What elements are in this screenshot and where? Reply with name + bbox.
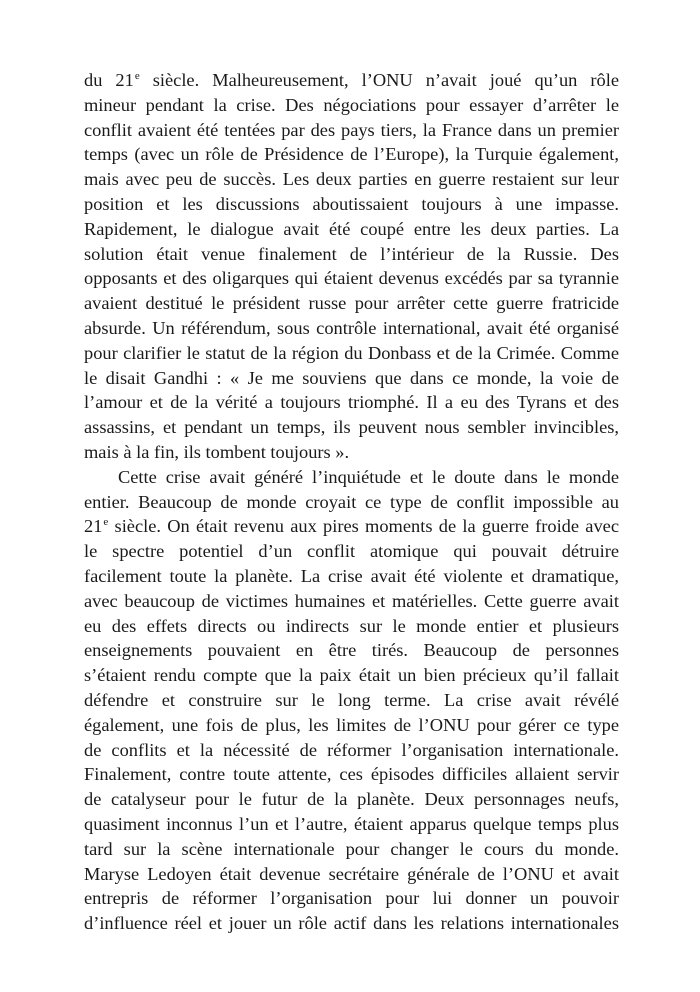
text-line: défendre et construire sur le long terme. La crise avait révélé bbox=[84, 689, 619, 710]
text-line: d’influence réel et jouer un rôle actif dans les relations internationales bbox=[84, 913, 619, 934]
text-line: le disait Gandhi : « Je me souviens que dans ce monde, la voie de bbox=[84, 367, 619, 388]
text-line: absurde. Un référendum, sous contrôle international, avait été organisé bbox=[84, 317, 619, 338]
paragraph-2 bbox=[84, 465, 619, 936]
text-line: position et les discussions aboutissaient toujours à une impasse. bbox=[84, 193, 619, 214]
text-line: eu des effets directs ou indirects sur le monde entier et plusieurs bbox=[84, 615, 619, 636]
text-line: Maryse Ledoyen était devenue secrétaire générale de l’ONU et avait bbox=[84, 863, 619, 884]
paragraph-1 bbox=[84, 68, 619, 465]
text-line: conflit avaient été tentées par des pays tiers, la France dans un premier bbox=[84, 119, 619, 140]
text-line: mineur pendant la crise. Des négociations pour essayer d’arrêter le bbox=[84, 94, 619, 115]
text-line: mais avec peu de succès. Les deux parties en guerre restaient sur leur bbox=[84, 169, 619, 190]
text-line: entier. Beaucoup de monde croyait ce type de conflit impossible au bbox=[84, 491, 619, 512]
text-line: temps (avec un rôle de Présidence de l’Europe), la Turquie également, bbox=[84, 144, 619, 165]
text-line: facilement toute la planète. La crise avait été violente et dramatique, bbox=[84, 565, 619, 586]
ordinal-superscript: e bbox=[103, 516, 109, 529]
text-line: assassins, et pendant un temps, ils peuvent nous sembler invincibles, bbox=[84, 417, 619, 438]
text-line: Rapidement, le dialogue avait été coupé entre les deux parties. La bbox=[84, 218, 619, 239]
text-line: quasiment inconnus l’un et l’autre, étaient apparus quelque temps plus bbox=[84, 813, 619, 834]
text-line: de conflits et la nécessité de réformer l’organisation internationale. bbox=[84, 739, 619, 760]
document-page bbox=[84, 68, 619, 936]
text-line: solution était venue finalement de l’intérieur de la Russie. Des bbox=[84, 243, 619, 264]
text-line: l’amour et de la vérité a toujours triomphé. Il a eu des Tyrans et des bbox=[84, 392, 619, 413]
text-line: s’étaient rendu compte que la paix était un bien précieux qu’il fallait bbox=[84, 665, 619, 686]
text-line: pour clarifier le statut de la région du Donbass et de la Crimée. Comme bbox=[84, 342, 619, 363]
text-line: opposants et des oligarques qui étaient devenus excédés par sa tyrannie bbox=[84, 268, 619, 289]
text-line: avec beaucoup de victimes humaines et matérielles. Cette guerre avait bbox=[84, 590, 619, 611]
text-line: avaient destitué le président russe pour arrêter cette guerre fratricide bbox=[84, 293, 619, 314]
text-line: mais à la fin, ils tombent toujours ». bbox=[84, 441, 350, 462]
line-text: du 21 bbox=[84, 70, 134, 90]
text-line: le spectre potentiel d’un conflit atomique qui pouvait détruire bbox=[84, 541, 619, 562]
text-line: enseignements pouvaient en être tirés. Beaucoup de personnes bbox=[84, 640, 619, 661]
ordinal-superscript: e bbox=[134, 70, 140, 82]
text-line: Finalement, contre toute attente, ces épisodes difficiles allaient servir bbox=[84, 764, 619, 785]
text-line bbox=[84, 68, 619, 93]
text-line bbox=[84, 514, 619, 539]
text-line: entrepris de réformer l’organisation pour lui donner un pouvoir bbox=[84, 888, 619, 909]
text-line: tard sur la scène internationale pour changer le cours du monde. bbox=[84, 838, 619, 859]
text-line: de catalyseur pour le futur de la planète. Deux personnages neufs, bbox=[84, 789, 619, 810]
line-text: 21 bbox=[84, 516, 103, 537]
text-line: également, une fois de plus, les limites de l’ONU pour gérer ce type bbox=[84, 714, 619, 735]
line-text: siècle. On était revenu aux pires moments de la guerre froide avec bbox=[108, 516, 619, 537]
line-text: siècle. Malheureusement, l’ONU n’avait joué qu’un rôle bbox=[139, 70, 619, 90]
text-line: Cette crise avait généré l’inquiétude et le doute dans le monde bbox=[118, 466, 619, 487]
